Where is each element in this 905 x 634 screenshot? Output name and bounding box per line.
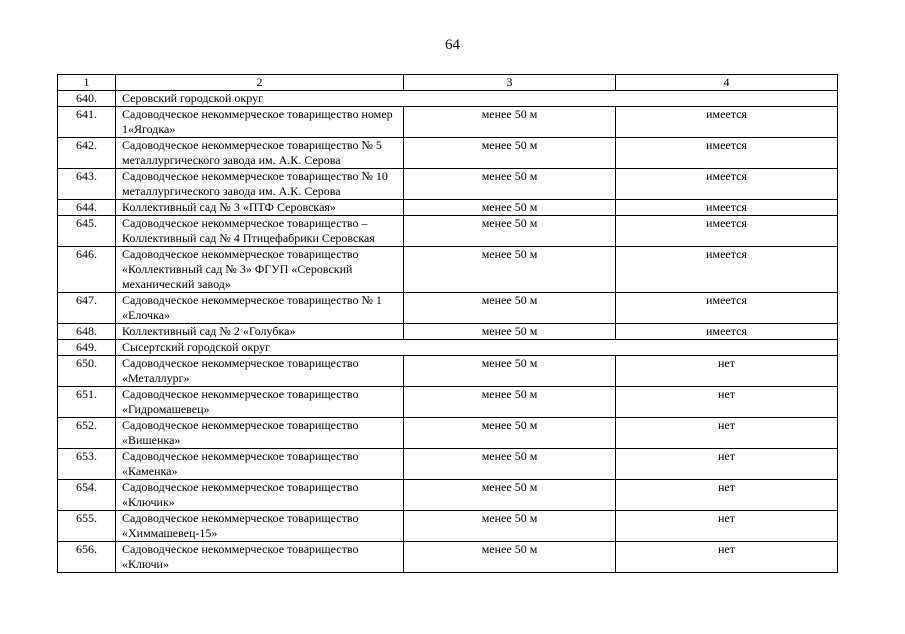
- row-number: 643.: [58, 169, 116, 200]
- table-row: [58, 200, 838, 216]
- status-cell: нет: [616, 356, 838, 387]
- entity-name: Садоводческое некоммерческое товарищество «Ключи»: [116, 542, 404, 573]
- distance-cell: менее 50 м: [404, 511, 616, 542]
- row-number: 645.: [58, 216, 116, 247]
- entity-name: Садоводческое некоммерческое товарищество № 10 металлургического завода им. А.К. Серова: [116, 169, 404, 200]
- section-title: Серовский городской округ: [116, 91, 838, 107]
- section-row: [58, 91, 838, 107]
- row-number: 651.: [58, 387, 116, 418]
- entity-name: Садоводческое некоммерческое товарищество «Ключик»: [116, 480, 404, 511]
- table-row: [58, 511, 838, 542]
- table-row: [58, 356, 838, 387]
- distance-cell: менее 50 м: [404, 356, 616, 387]
- table-header-row: [58, 75, 838, 91]
- distance-cell: менее 50 м: [404, 293, 616, 324]
- table-row: [58, 138, 838, 169]
- table-row: [58, 387, 838, 418]
- status-cell: имеется: [616, 169, 838, 200]
- row-number: 654.: [58, 480, 116, 511]
- row-number: 646.: [58, 247, 116, 293]
- row-number: 647.: [58, 293, 116, 324]
- row-number: 656.: [58, 542, 116, 573]
- status-cell: имеется: [616, 107, 838, 138]
- entity-name: Садоводческое некоммерческое товарищество «Химмашевец-15»: [116, 511, 404, 542]
- row-number: 655.: [58, 511, 116, 542]
- column-header: 4: [616, 75, 838, 91]
- status-cell: нет: [616, 418, 838, 449]
- status-cell: нет: [616, 542, 838, 573]
- distance-cell: менее 50 м: [404, 542, 616, 573]
- table-row: [58, 418, 838, 449]
- entity-name: Садоводческое некоммерческое товарищество № 1 «Елочка»: [116, 293, 404, 324]
- entity-name: Коллективный сад № 2 «Голубка»: [116, 324, 404, 340]
- status-cell: имеется: [616, 138, 838, 169]
- status-cell: нет: [616, 449, 838, 480]
- section-row: [58, 340, 838, 356]
- entity-name: Садоводческое некоммерческое товарищество «Гидромашевец»: [116, 387, 404, 418]
- entity-name: Садоводческое некоммерческое товарищество «Вишенка»: [116, 418, 404, 449]
- entity-name: Садоводческое некоммерческое товарищество «Каменка»: [116, 449, 404, 480]
- distance-cell: менее 50 м: [404, 449, 616, 480]
- row-number: 644.: [58, 200, 116, 216]
- status-cell: имеется: [616, 293, 838, 324]
- page-number: 64: [445, 37, 460, 53]
- distance-cell: менее 50 м: [404, 169, 616, 200]
- distance-cell: менее 50 м: [404, 480, 616, 511]
- distance-cell: менее 50 м: [404, 200, 616, 216]
- distance-cell: менее 50 м: [404, 418, 616, 449]
- row-number: 653.: [58, 449, 116, 480]
- entity-name: Коллективный сад № 3 «ПТФ Серовская»: [116, 200, 404, 216]
- table-row: [58, 542, 838, 573]
- column-header: 2: [116, 75, 404, 91]
- table-row: [58, 216, 838, 247]
- distance-cell: менее 50 м: [404, 324, 616, 340]
- row-number: 650.: [58, 356, 116, 387]
- section-title: Сысертский городской округ: [116, 340, 838, 356]
- status-cell: имеется: [616, 324, 838, 340]
- status-cell: нет: [616, 387, 838, 418]
- table-row: [58, 293, 838, 324]
- table-row: [58, 324, 838, 340]
- entity-name: Садоводческое некоммерческое товарищество № 5 металлургического завода им. А.К. Серова: [116, 138, 404, 169]
- data-table: [57, 74, 838, 573]
- row-number: 640.: [58, 91, 116, 107]
- table-row: [58, 247, 838, 293]
- table-row: [58, 480, 838, 511]
- entity-name: Садоводческое некоммерческое товарищество «Металлург»: [116, 356, 404, 387]
- distance-cell: менее 50 м: [404, 387, 616, 418]
- status-cell: имеется: [616, 247, 838, 293]
- entity-name: Садоводческое некоммерческое товарищество номер 1«Ягодка»: [116, 107, 404, 138]
- column-header: 1: [58, 75, 116, 91]
- distance-cell: менее 50 м: [404, 107, 616, 138]
- row-number: 649.: [58, 340, 116, 356]
- row-number: 642.: [58, 138, 116, 169]
- row-number: 648.: [58, 324, 116, 340]
- table-row: [58, 107, 838, 138]
- entity-name: Садоводческое некоммерческое товарищество – Коллективный сад № 4 Птицефабрики Серовская: [116, 216, 404, 247]
- row-number: 641.: [58, 107, 116, 138]
- status-cell: имеется: [616, 216, 838, 247]
- distance-cell: менее 50 м: [404, 216, 616, 247]
- table-row: [58, 169, 838, 200]
- row-number: 652.: [58, 418, 116, 449]
- status-cell: нет: [616, 480, 838, 511]
- entity-name: Садоводческое некоммерческое товарищество «Коллективный сад № 3» ФГУП «Серовский механический завод»: [116, 247, 404, 293]
- status-cell: нет: [616, 511, 838, 542]
- status-cell: имеется: [616, 200, 838, 216]
- table-row: [58, 449, 838, 480]
- distance-cell: менее 50 м: [404, 138, 616, 169]
- distance-cell: менее 50 м: [404, 247, 616, 293]
- column-header: 3: [404, 75, 616, 91]
